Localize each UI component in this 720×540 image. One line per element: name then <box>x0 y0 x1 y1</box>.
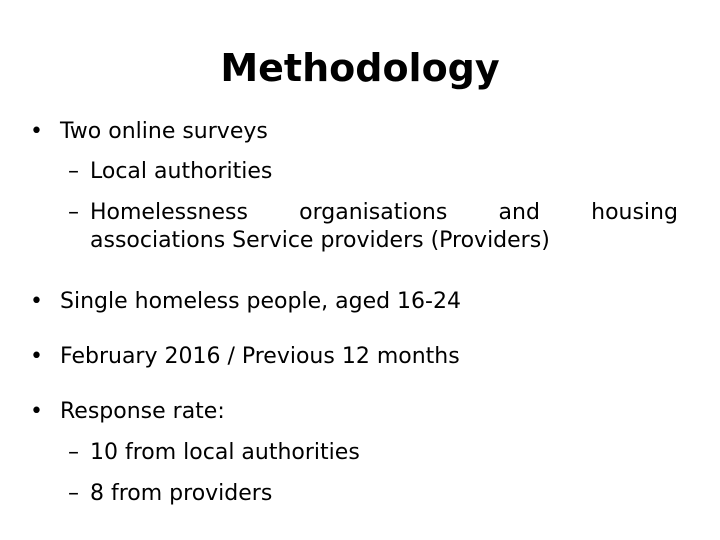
subitem-word: and <box>498 200 540 225</box>
bullet-item-february <box>30 343 460 371</box>
bullet-icon: • <box>30 399 43 424</box>
bullet-icon: • <box>30 344 43 369</box>
subitem-text: 8 from providers <box>90 481 273 506</box>
dash-icon: – <box>68 200 79 225</box>
subitem-line-1 <box>68 199 678 227</box>
subitem-word: housing <box>591 200 678 225</box>
dash-icon: – <box>68 159 79 184</box>
bullet-item-surveys <box>30 118 268 146</box>
subitem-providers-count <box>68 480 272 508</box>
bullet-item-single-homeless <box>30 288 461 316</box>
subitem-line-2: associations Service providers (Providers) <box>90 228 550 253</box>
dash-icon: – <box>68 440 79 465</box>
dash-icon: – <box>68 481 79 506</box>
bullet-text: Two online surveys <box>60 119 268 144</box>
subitem-word: organisations <box>299 200 448 225</box>
subitem-word: Homelessness <box>90 200 248 225</box>
bullet-item-response-rate <box>30 398 225 426</box>
subitem-word-group-1 <box>68 199 248 227</box>
bullet-text: Single homeless people, aged 16-24 <box>60 289 461 314</box>
subitem-local-authorities <box>68 158 272 186</box>
bullet-text: Response rate: <box>60 399 225 424</box>
subitem-local-authorities-count <box>68 439 360 467</box>
subitem-homelessness-organisations <box>68 199 678 255</box>
subitem-text: 10 from local authorities <box>90 440 360 465</box>
bullet-icon: • <box>30 119 43 144</box>
bullet-icon: • <box>30 289 43 314</box>
subitem-text: Local authorities <box>90 159 273 184</box>
bullet-text: February 2016 / Previous 12 months <box>60 344 460 369</box>
slide-title: Methodology <box>220 46 500 90</box>
